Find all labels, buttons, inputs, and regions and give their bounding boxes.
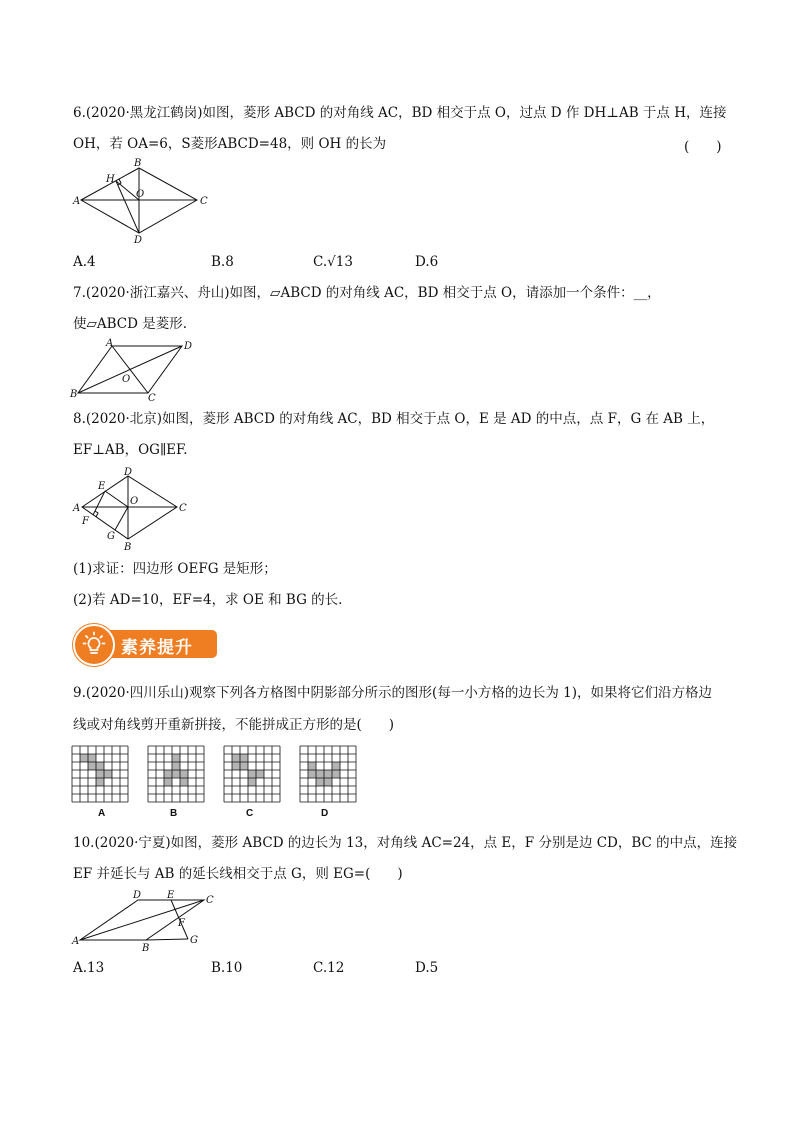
q7-label-A: A [106,338,114,349]
q7-label-C: C [148,393,156,404]
q8-line1: 8.(2020·北京)如图，菱形 ABCD 的对角线 AC，BD 相交于点 O，E 是 AD 的中点，点 F，G 在 AB 上， [73,411,715,427]
q6-label-A: A [73,196,81,207]
q9-grid-label-d: D [321,808,329,819]
q9-shaded-cell [316,778,324,786]
q6-label-O: O [136,189,145,200]
q9-shaded-cell [104,770,112,778]
q6-answer-paren: ( ) [684,139,722,155]
q7-line2: 使▱ABCD 是菱形. [73,316,188,332]
q9-shaded-cell [256,770,264,778]
q9-line1: 9.(2020·四川乐山)观察下列各方格图中阴影部分所示的图形(每一小方格的边长为 1)，如果将它们沿方格边 [73,685,712,701]
q6-label-B: B [134,158,142,169]
q10-figure [70,888,214,954]
q9-shaded-cell [96,770,104,778]
q8-label-G: G [107,531,115,542]
q10-label-E: E [167,890,175,901]
q9-grid-d [300,746,356,802]
q6-figure [73,160,208,245]
q10-label-A: A [72,936,80,947]
q6-line2: OH，若 OA=6，S菱形ABCD=48，则 OH 的长为 [73,136,387,152]
q6-label-D: D [134,235,143,246]
q9-shaded-cell [164,778,172,786]
q10-option-d: D.5 [415,960,439,976]
q10-line2: EF 并延长与 AB 的延长线相交于点 G，则 EG=( ) [73,866,403,882]
q8-label-O: O [130,496,139,507]
q9-grid-c [224,746,280,802]
q9-shaded-cell [180,778,188,786]
q9-shaded-cell [172,770,180,778]
q9-grids [72,746,356,804]
q8-label-A: A [73,503,81,514]
q6-option-b: B.8 [211,254,234,270]
q10-line1: 10.(2020·宁夏)如图，菱形 ABCD 的边长为 13，对角线 AC=24，点 E，F 分别是边 CD，BC 的中点，连接 [73,835,738,851]
q7-label-B: B [70,389,78,400]
q9-shaded-cell [308,770,316,778]
q9-grid-label-c: C [246,808,254,819]
q9-shaded-cell [164,770,172,778]
q9-shaded-cell [88,762,96,770]
q9-shaded-cell [240,754,248,762]
q6-option-c: C.√13 [313,254,353,270]
q9-shaded-cell [172,762,180,770]
q10-option-a: A.13 [73,960,105,976]
q10-option-c: C.12 [313,960,345,976]
q9-shaded-cell [332,770,340,778]
q9-shaded-cell [80,754,88,762]
q9-shaded-cell [96,778,104,786]
q6-line1: 6.(2020·黑龙江鹤岗)如图，菱形 ABCD 的对角线 AC，BD 相交于点 O，过点 D 作 DH⊥AB 于点 H，连接 [73,105,727,121]
q8-label-D: D [124,467,133,478]
q10-label-F: F [178,918,185,929]
q7-figure [70,338,200,404]
q9-grid-a [72,746,128,802]
q6-option-d: D.6 [415,254,439,270]
q9-shaded-cell [96,762,104,770]
q6-label-C: C [200,196,208,207]
q7-label-O: O [122,374,131,385]
q9-shaded-cell [324,778,332,786]
banner-title: 素养提升 [121,638,193,658]
q9-shaded-cell [308,762,316,770]
q8-line2: EF⊥AB，OG∥EF. [73,442,188,458]
q10-label-B: B [142,943,150,954]
q6-option-a: A.4 [73,254,96,270]
q9-shaded-cell [172,754,180,762]
q10-option-b: B.10 [211,960,243,976]
q8-label-F: F [82,516,89,527]
q9-shaded-cell [180,770,188,778]
q8-label-E: E [98,481,106,492]
q10-label-G: G [190,935,198,946]
q9-shaded-cell [88,754,96,762]
lightbulb-icon [83,632,105,658]
q8-label-B: B [124,542,132,553]
q7-line1: 7.(2020·浙江嘉兴、舟山)如图，▱ABCD 的对角线 AC，BD 相交于点 O，请添加一个条件：__， [73,285,661,301]
q10-label-D: D [133,890,142,901]
q9-shaded-cell [324,770,332,778]
q6-label-H: H [106,174,115,185]
q9-shaded-cell [316,770,324,778]
q8-part1: (1)求证：四边形 OEFG 是矩形； [73,561,277,577]
q9-line2: 线或对角线剪开重新拼接，不能拼成正方形的是( ) [73,717,395,733]
q9-shaded-cell [248,778,256,786]
q10-label-C: C [206,895,214,906]
q8-label-C: C [179,503,187,514]
q9-shaded-cell [248,770,256,778]
banner-circle [73,624,115,666]
q9-shaded-cell [232,762,240,770]
q9-grid-label-a: A [98,808,106,819]
q8-figure [70,466,190,552]
section-banner [73,624,217,664]
q9-shaded-cell [332,762,340,770]
q9-shaded-cell [240,762,248,770]
q9-grid-label-b: B [170,808,178,819]
q9-grid-b [148,746,204,802]
q7-label-D: D [184,341,193,352]
q9-shaded-cell [232,754,240,762]
q8-part2: (2)若 AD=10，EF=4，求 OE 和 BG 的长. [73,592,343,608]
